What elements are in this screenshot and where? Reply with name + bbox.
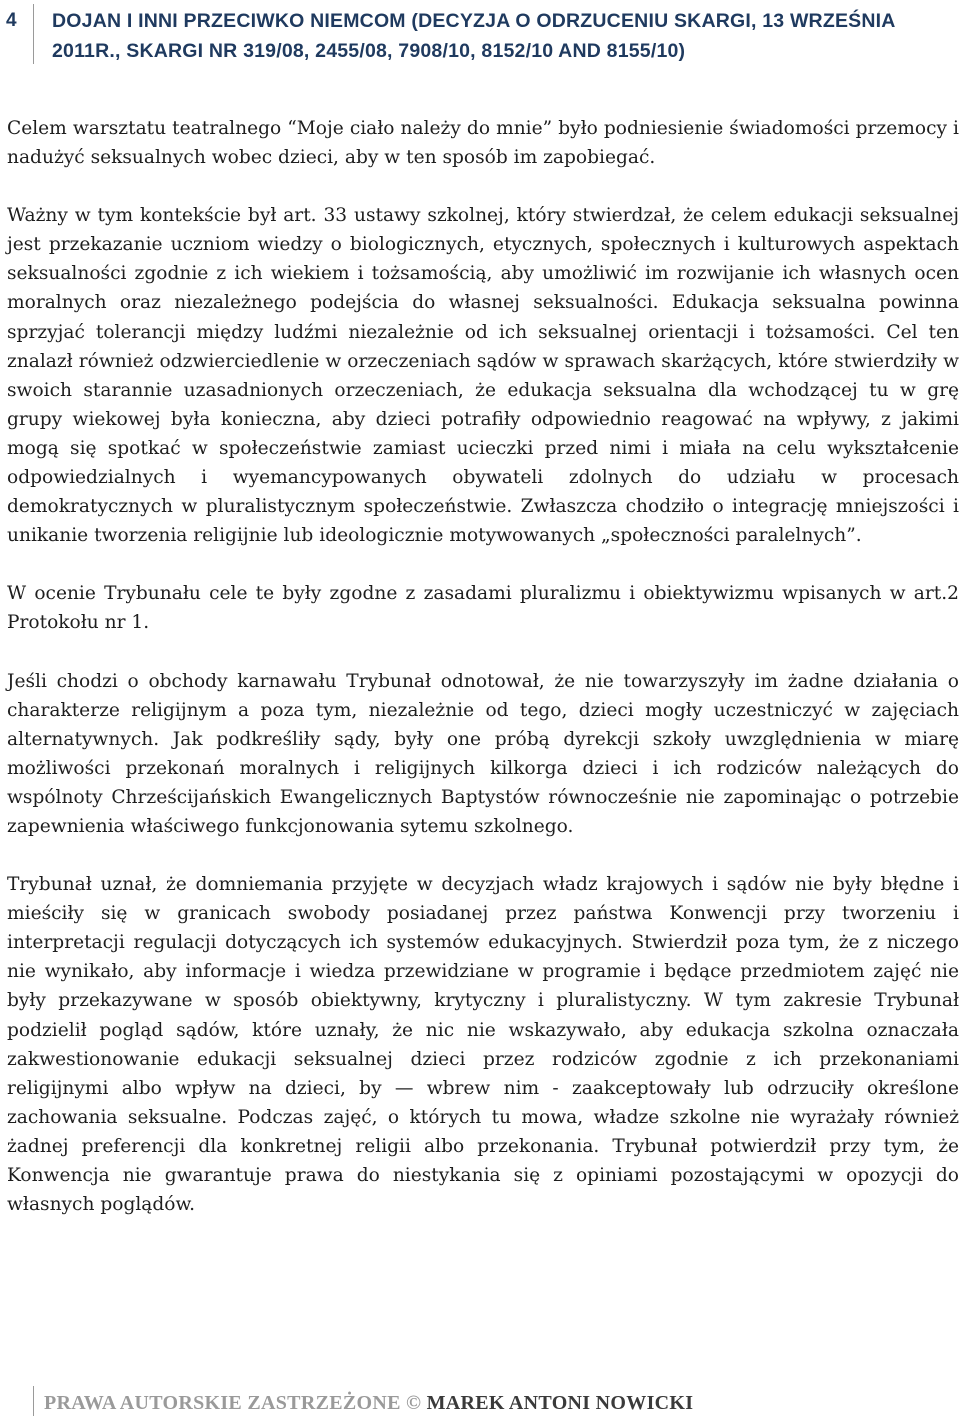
- page-header: [0, 4, 960, 68]
- author-name: MAREK ANTONI NOWICKI: [426, 1392, 694, 1414]
- paragraph: Ważny w tym kontekście był art. 33 ustawy szkolnej, który stwierdzał, że celem edukacji seksualnej jest przekazanie uczniom wiedzy o biologicznych, etycznych, społecznych i kulturowych aspektach seksualności zgodnie z ich wiekiem i tożsamością, aby umożliwić im rozwijanie ich własnych ocen moralnych oraz niezależnego podejścia do własnej seksualności. Edukacja seksualna powinna sprzyjać tolerancji między ludźmi niezależnie od ich seksualnej orientacji i tożsamości. Cel ten znalazł również odzwierciedlenie w orzeczeniach sądów w sprawach skarżących, które stwierdziły w swoich starannie uzasadnionych orzeczeniach, że edukacja seksualna dla wchodzącej tu w grę grupy wiekowej była konieczna, aby dzieci potrafiły odpowiednio reagować na wpływy, z jakimi mogą się spotkać w społeczeństwie zamiast ucieczki przed nimi i miała na celu wykształcenie odpowiedzialnych i wyemancypowanych obywateli zdolnych do udziału w procesach demokratycznych w pluralistycznym społeczeństwie. Zwłaszcza chodziło o integrację mniejszości i unikanie tworzenia religijnie lub ideologicznie motywowanych „społeczności paralelnych”.: [7, 205, 959, 547]
- copyright-notice: PRAWA AUTORSKIE ZASTRZEŻONE ©: [44, 1392, 422, 1414]
- document-body: [7, 114, 959, 1248]
- header-divider: [33, 4, 34, 64]
- footer-copyright-line: [44, 1390, 693, 1416]
- running-title: DOJAN I INNI PRZECIWKO NIEMCOM (DECYZJA O ODRZUCENIU SKARGI, 13 WRZEŚNIA 2011R., SKARGI NR 319/08, 2455/08, 7908/10, 8152/10 AND 8155/10): [52, 10, 895, 62]
- paragraph: W ocenie Trybunału cele te były zgodne z zasadami pluralizmu i obiektywizmu wpisanych w art.2 Protokołu nr 1.: [7, 583, 959, 634]
- paragraph: Celem warsztatu teatralnego “Moje ciało należy do mnie” było podniesienie świadomości przemocy i nadużyć seksualnych wobec dzieci, aby w ten sposób im zapobiegać.: [7, 118, 959, 169]
- footer-divider: [33, 1386, 34, 1416]
- paragraph: Trybunał uznał, że domniemania przyjęte w decyzjach władz krajowych i sądów nie były błędne i mieściły się w granicach swobody posiadanej przez państwa Konwencji przy tworzeniu i interpretacji regulacji dotyczących ich systemów edukacyjnych. Stwierdził poza tym, że z niczego nie wynikało, aby informacje i wiedza przewidziane w programie i będące przedmiotem zajęć nie były przekazywane w sposób obiektywny, krytyczny i pluralistyczny. W tym zakresie Trybunał podzielił pogląd sądów, które uznały, że nic nie wskazywało, aby edukacja szkolna oznaczała zakwestionowanie edukacji seksualnej dzieci przez rodziców zgodnie z ich przekonaniami religijnymi albo wpływ na dzieci, by — wbrew nim - zaakceptowały lub odrzuciły określone zachowania seksualne. Podczas zajęć, o których tu mowa, władze szkolne nie wyrażały również żadnej preferencji dla konkretnej religii albo przekonania. Trybunał potwierdził przy tym, że Konwencja nie gwarantuje prawa do niestykania się z opiniami pozostającymi w opozycji do własnych poglądów.: [7, 874, 959, 1216]
- page-number: 4: [6, 10, 17, 31]
- paragraph: Jeśli chodzi o obchody karnawału Trybunał odnotował, że nie towarzyszyły im żadne działania o charakterze religijnym a poza tym, niezależnie od tego, dzieci mogły uczestniczyć w zajęciach alternatywnych. Jak podkreśliły sądy, były one próbą dyrekcji szkoły uwzględnienia w miarę możliwości przekonań moralnych i religijnych kilkorga dzieci i ich rodziców należących do wspólnoty Chrześcijańskich Ewangelicznych Baptystów równocześnie nie zapominając o potrzebie zapewnienia właściwego funkcjonowania sytemu szkolnego.: [7, 670, 959, 837]
- page-footer: [0, 1384, 960, 1417]
